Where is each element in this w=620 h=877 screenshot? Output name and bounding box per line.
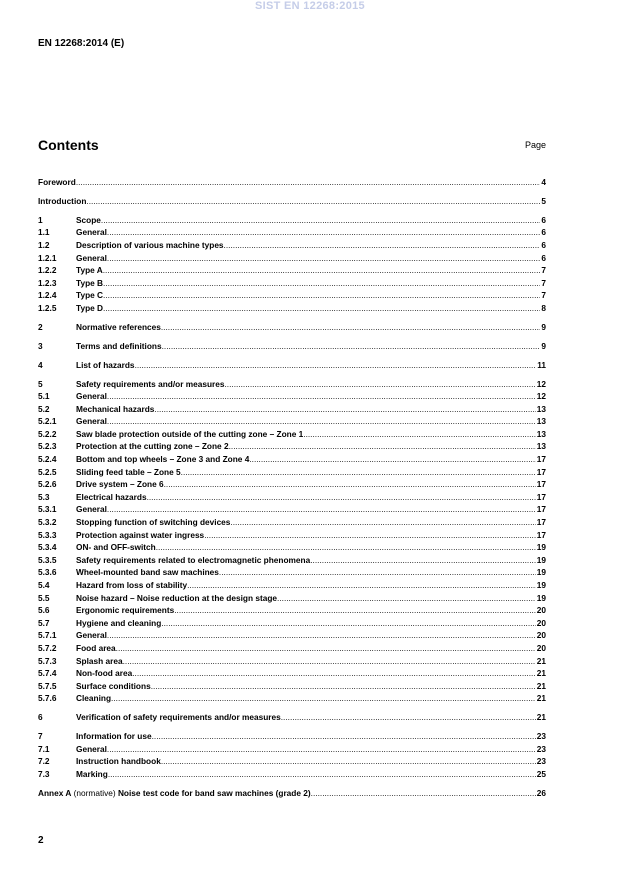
toc-entry[interactable]: [38, 579, 546, 592]
toc-entry-number: 5.2.2: [38, 428, 57, 439]
toc-entry-number: 5.2.3: [38, 441, 57, 452]
toc-entry-page: 19: [536, 567, 546, 578]
toc-entry-title: Stopping function of switching devices: [76, 517, 231, 528]
toc-entry-number: 5: [38, 378, 43, 389]
toc-entry[interactable]: [38, 592, 546, 605]
toc-entry-title: Saw blade protection outside of the cutting zone – Zone 1: [76, 428, 304, 439]
toc-entry-page: 7: [541, 277, 546, 288]
toc-entry-page: 25: [536, 768, 546, 779]
toc-entry-title: Type D: [76, 302, 104, 313]
page-number: 2: [38, 835, 44, 846]
dot-leader: [161, 755, 536, 768]
toc-entry-title: Noise hazard – Noise reduction at the design stage: [76, 592, 278, 603]
toc-entry-title: Hazard from loss of stability: [76, 580, 188, 590]
dot-leader: [86, 195, 540, 208]
dot-leader: [123, 655, 536, 668]
dot-leader: [311, 787, 536, 800]
dot-leader: [224, 239, 541, 252]
toc-entry-page: 5: [541, 195, 546, 206]
dot-leader: [107, 252, 540, 265]
toc-entry-title: Safety requirements and/or measures: [76, 378, 225, 389]
toc-entry-number: 1.2.3: [38, 277, 57, 288]
toc-entry-page: 7: [541, 265, 546, 276]
table-of-contents: [38, 176, 546, 799]
toc-entry-number: 5.3.5: [38, 554, 57, 565]
toc-entry-title: General: [76, 391, 107, 402]
toc-heading: Contents: [38, 137, 99, 153]
toc-entry[interactable]: [38, 768, 546, 781]
toc-entry-number: 5.7.5: [38, 680, 57, 691]
toc-entry[interactable]: [38, 403, 546, 416]
toc-entry-title: Splash area: [76, 655, 123, 666]
toc-entry-page: 21: [536, 668, 546, 679]
toc-entry-page: 17: [536, 517, 546, 528]
toc-entry-title: List of hazards: [76, 359, 135, 370]
toc-entry-title: Bottom and top wheels – Zone 3 and Zone 4: [76, 454, 250, 465]
toc-entry-page: 21: [536, 655, 546, 666]
watermark: SIST EN 12268:2015: [255, 0, 365, 12]
dot-leader: [152, 730, 536, 743]
toc-entry-page: 20: [536, 605, 546, 616]
page-column-label: Page: [524, 140, 546, 150]
toc-entry[interactable]: [38, 655, 546, 668]
toc-entry-number: 7: [38, 731, 43, 742]
toc-entry-page: 20: [536, 630, 546, 641]
dot-leader: [174, 604, 536, 617]
toc-entry-title: Description of various machine types: [76, 239, 224, 250]
toc-entry-title: Surface conditions: [76, 680, 151, 691]
toc-entry-number: 3: [38, 340, 43, 351]
toc-entry-number: 5.2.5: [38, 466, 57, 477]
toc-entry[interactable]: [38, 226, 546, 239]
toc-entry-page: 17: [536, 491, 546, 502]
toc-entry-title: Marking: [76, 768, 108, 779]
dot-leader: [116, 642, 536, 655]
toc-entry-number: 5.3.1: [38, 504, 57, 515]
toc-entry-page: 23: [536, 743, 546, 754]
toc-entry-title: General: [76, 630, 107, 641]
toc-entry[interactable]: [38, 642, 546, 655]
dot-leader: [107, 503, 536, 516]
toc-entry-title: General: [76, 252, 107, 263]
toc-entry-page: 6: [541, 214, 546, 225]
dot-leader: [103, 302, 540, 315]
toc-entry-title: Information for use: [76, 731, 152, 742]
toc-entry-title: Type A: [76, 265, 103, 276]
dot-leader: [219, 566, 536, 579]
toc-entry-title: Type C: [76, 290, 104, 301]
toc-entry-number: 1: [38, 214, 43, 225]
toc-entry-number: 5.5: [38, 592, 50, 603]
toc-entry-number: 5.6: [38, 605, 50, 616]
toc-entry[interactable]: [38, 359, 546, 372]
annex-title: [38, 787, 311, 800]
toc-entry[interactable]: [38, 711, 546, 724]
toc-entry-page: 9: [541, 340, 546, 351]
toc-entry-page: 23: [536, 731, 546, 742]
toc-entry-title: Wheel-mounted band saw machines: [76, 567, 219, 578]
toc-entry[interactable]: [38, 390, 546, 403]
toc-entry-number: 5.7: [38, 617, 50, 628]
document-id: EN 12268:2014 (E): [38, 38, 125, 49]
toc-entry-number: 4: [38, 359, 43, 370]
dot-leader: [303, 428, 536, 441]
toc-entry-page: 12: [536, 378, 546, 389]
toc-entry-title: Ergonomic requirements: [76, 605, 175, 616]
toc-entry-title: ON- and OFF-switch: [76, 542, 156, 553]
toc-entry-page: 6: [541, 227, 546, 238]
toc-entry[interactable]: [38, 428, 546, 441]
toc-entry-title: Mechanical hazards: [76, 403, 155, 414]
dot-leader: [156, 541, 536, 554]
dot-leader: [76, 176, 541, 189]
toc-entry-page: 21: [536, 712, 546, 723]
toc-entry[interactable]: [38, 478, 546, 491]
dot-leader: [107, 226, 540, 239]
toc-entry-page: 4: [541, 177, 546, 187]
toc-entry-number: 1.2.4: [38, 290, 57, 301]
toc-entry-page: 19: [536, 592, 546, 603]
toc-entry-page: 19: [536, 554, 546, 565]
dot-leader: [310, 554, 536, 567]
toc-entry-page: 20: [536, 642, 546, 653]
toc-entry-number: 1.2: [38, 239, 50, 250]
toc-entry-title: Safety requirements related to electromagnetic phenomena: [76, 554, 311, 565]
dot-leader: [135, 359, 537, 372]
dot-leader: [107, 415, 536, 428]
toc-entry-number: 5.3.6: [38, 567, 57, 578]
dot-leader: [224, 378, 535, 391]
toc-entry-title: Scope: [76, 214, 101, 225]
toc-entry[interactable]: [38, 239, 546, 252]
toc-entry-title: Food area: [76, 642, 116, 653]
toc-entry[interactable]: [38, 503, 546, 516]
dot-leader: [111, 692, 536, 705]
toc-entry[interactable]: [38, 566, 546, 579]
toc-entry-number: 7.1: [38, 743, 50, 754]
toc-entry-title: Type B: [76, 277, 104, 288]
toc-entry-page: 13: [536, 428, 546, 439]
toc-entry[interactable]: [38, 289, 546, 302]
toc-entry[interactable]: [38, 743, 546, 756]
toc-entry[interactable]: [38, 680, 546, 693]
dot-leader: [107, 629, 536, 642]
toc-entry-page: 21: [536, 693, 546, 704]
toc-entry[interactable]: [38, 453, 546, 466]
toc-entry-title: Drive system – Zone 6: [76, 479, 164, 490]
dot-leader: [151, 680, 536, 693]
toc-entry-title: Cleaning: [76, 693, 112, 704]
dot-leader: [249, 453, 535, 466]
toc-entry[interactable]: [38, 302, 546, 315]
toc-entry-title: Protection against water ingress: [76, 529, 205, 540]
toc-entry[interactable]: [38, 667, 546, 680]
dot-leader: [230, 516, 535, 529]
toc-entry-number: 5.2: [38, 403, 50, 414]
toc-entry[interactable]: [38, 415, 546, 428]
toc-entry-title: Foreword: [38, 177, 76, 187]
dot-leader: [277, 592, 536, 605]
toc-entry-page: 11: [537, 359, 546, 370]
toc-entry-page: 17: [536, 529, 546, 540]
toc-entry-page: 17: [536, 466, 546, 477]
toc-entry-number: 5.3: [38, 491, 50, 502]
toc-entry-page: 19: [536, 542, 546, 553]
toc-entry-number: 5.7.4: [38, 668, 57, 679]
toc-entry[interactable]: [38, 529, 546, 542]
annex-qualifier: (normative): [71, 787, 118, 798]
annex-name: Noise test code for band saw machines (grade 2): [117, 787, 311, 798]
toc-entry-title: Hygiene and cleaning: [76, 617, 162, 628]
toc-entry-title: Normative references: [76, 321, 161, 332]
toc-entry-number: 5.7.6: [38, 693, 57, 704]
toc-entry[interactable]: [38, 340, 546, 353]
toc-entry-number: 5.7.2: [38, 642, 57, 653]
toc-entry[interactable]: [38, 491, 546, 504]
dot-leader: [162, 340, 541, 353]
toc-entry-page: 21: [536, 680, 546, 691]
toc-entry-page: 13: [536, 403, 546, 414]
toc-entry-number: 5.3.3: [38, 529, 57, 540]
dot-leader: [103, 289, 540, 302]
toc-entry[interactable]: [38, 195, 546, 208]
toc-entry-number: 5.2.6: [38, 479, 57, 490]
dot-leader: [108, 768, 536, 781]
toc-entry-title: Terms and definitions: [76, 340, 162, 351]
toc-entry-page: 17: [536, 479, 546, 490]
toc-entry-page: 13: [536, 416, 546, 427]
toc-entry-number: 5.1: [38, 391, 50, 402]
toc-entry-number: 5.4: [38, 580, 50, 590]
dot-leader: [164, 478, 536, 491]
toc-entry[interactable]: [38, 516, 546, 529]
toc-entry-page: 12: [536, 391, 546, 402]
toc-entry-number: 2: [38, 321, 43, 332]
toc-entry-page: 9: [541, 321, 546, 332]
dot-leader: [181, 466, 536, 479]
toc-entry-number: 1.2.5: [38, 302, 57, 313]
toc-entry[interactable]: [38, 277, 546, 290]
toc-entry[interactable]: [38, 321, 546, 334]
toc-entry[interactable]: [38, 466, 546, 479]
toc-entry-title: Instruction handbook: [76, 756, 161, 767]
dot-leader: [161, 321, 541, 334]
toc-entry[interactable]: [38, 629, 546, 642]
dot-leader: [154, 403, 535, 416]
toc-entry[interactable]: [38, 755, 546, 768]
toc-entry[interactable]: [38, 730, 546, 743]
toc-entry-number: 7.2: [38, 756, 50, 767]
toc-entry-title: Non-food area: [76, 668, 133, 679]
dot-leader: [132, 667, 536, 680]
dot-leader: [187, 579, 536, 592]
toc-entry-page: 6: [541, 252, 546, 263]
toc-entry[interactable]: [38, 176, 546, 189]
toc-entry-title: Electrical hazards: [76, 491, 147, 502]
toc-entry-number: 1.1: [38, 227, 50, 238]
toc-entry-number: 1.2.1: [38, 252, 57, 263]
toc-entry-title: General: [76, 416, 107, 427]
toc-entry-number: 5.3.4: [38, 542, 57, 553]
toc-entry[interactable]: [38, 541, 546, 554]
toc-entry-page: 17: [536, 504, 546, 515]
toc-entry-number: 5.7.1: [38, 630, 57, 641]
toc-entry-title: Verification of safety requirements and/or measures: [76, 712, 281, 723]
toc-entry-title: General: [76, 743, 107, 754]
toc-entry-page: 19: [536, 580, 546, 590]
dot-leader: [101, 214, 540, 227]
toc-entry[interactable]: [38, 264, 546, 277]
dot-leader: [161, 617, 535, 630]
toc-entry[interactable]: [38, 214, 546, 227]
toc-entry-number: 5.7.3: [38, 655, 57, 666]
toc-entry-number: 5.2.1: [38, 416, 57, 427]
toc-entry-page: 7: [541, 290, 546, 301]
toc-entry[interactable]: [38, 252, 546, 265]
toc-entry-number: 6: [38, 712, 43, 723]
toc-entry-number: 5.3.2: [38, 517, 57, 528]
toc-entry[interactable]: [38, 692, 546, 705]
annex-page: 26: [536, 787, 546, 798]
toc-entry[interactable]: [38, 617, 546, 630]
dot-leader: [147, 491, 536, 504]
toc-entry-title: General: [76, 227, 107, 238]
dot-leader: [103, 277, 540, 290]
dot-leader: [107, 390, 536, 403]
dot-leader: [107, 743, 536, 756]
toc-entry-page: 13: [536, 441, 546, 452]
toc-entry-page: 20: [536, 617, 546, 628]
toc-entry-title: Introduction: [38, 195, 87, 206]
toc-entry-annex[interactable]: [38, 787, 546, 800]
toc-entry[interactable]: [38, 378, 546, 391]
toc-entry[interactable]: [38, 554, 546, 567]
toc-entry-title: General: [76, 504, 107, 515]
toc-entry-number: 1.2.2: [38, 265, 57, 276]
toc-entry-page: 8: [541, 302, 546, 313]
dot-leader: [229, 440, 536, 453]
dot-leader: [103, 264, 541, 277]
toc-entry-page: 23: [536, 756, 546, 767]
dot-leader: [281, 711, 536, 724]
toc-entry-title: Sliding feed table – Zone 5: [76, 466, 181, 477]
toc-entry-page: 17: [536, 454, 546, 465]
toc-entry-title: Protection at the cutting zone – Zone 2: [76, 441, 229, 452]
toc-entry-number: 7.3: [38, 768, 50, 779]
toc-entry[interactable]: [38, 440, 546, 453]
toc-entry[interactable]: [38, 604, 546, 617]
toc-entry-number: 5.2.4: [38, 454, 57, 465]
toc-entry-page: 6: [541, 239, 546, 250]
annex-label: Annex A: [38, 787, 72, 798]
dot-leader: [204, 529, 536, 542]
